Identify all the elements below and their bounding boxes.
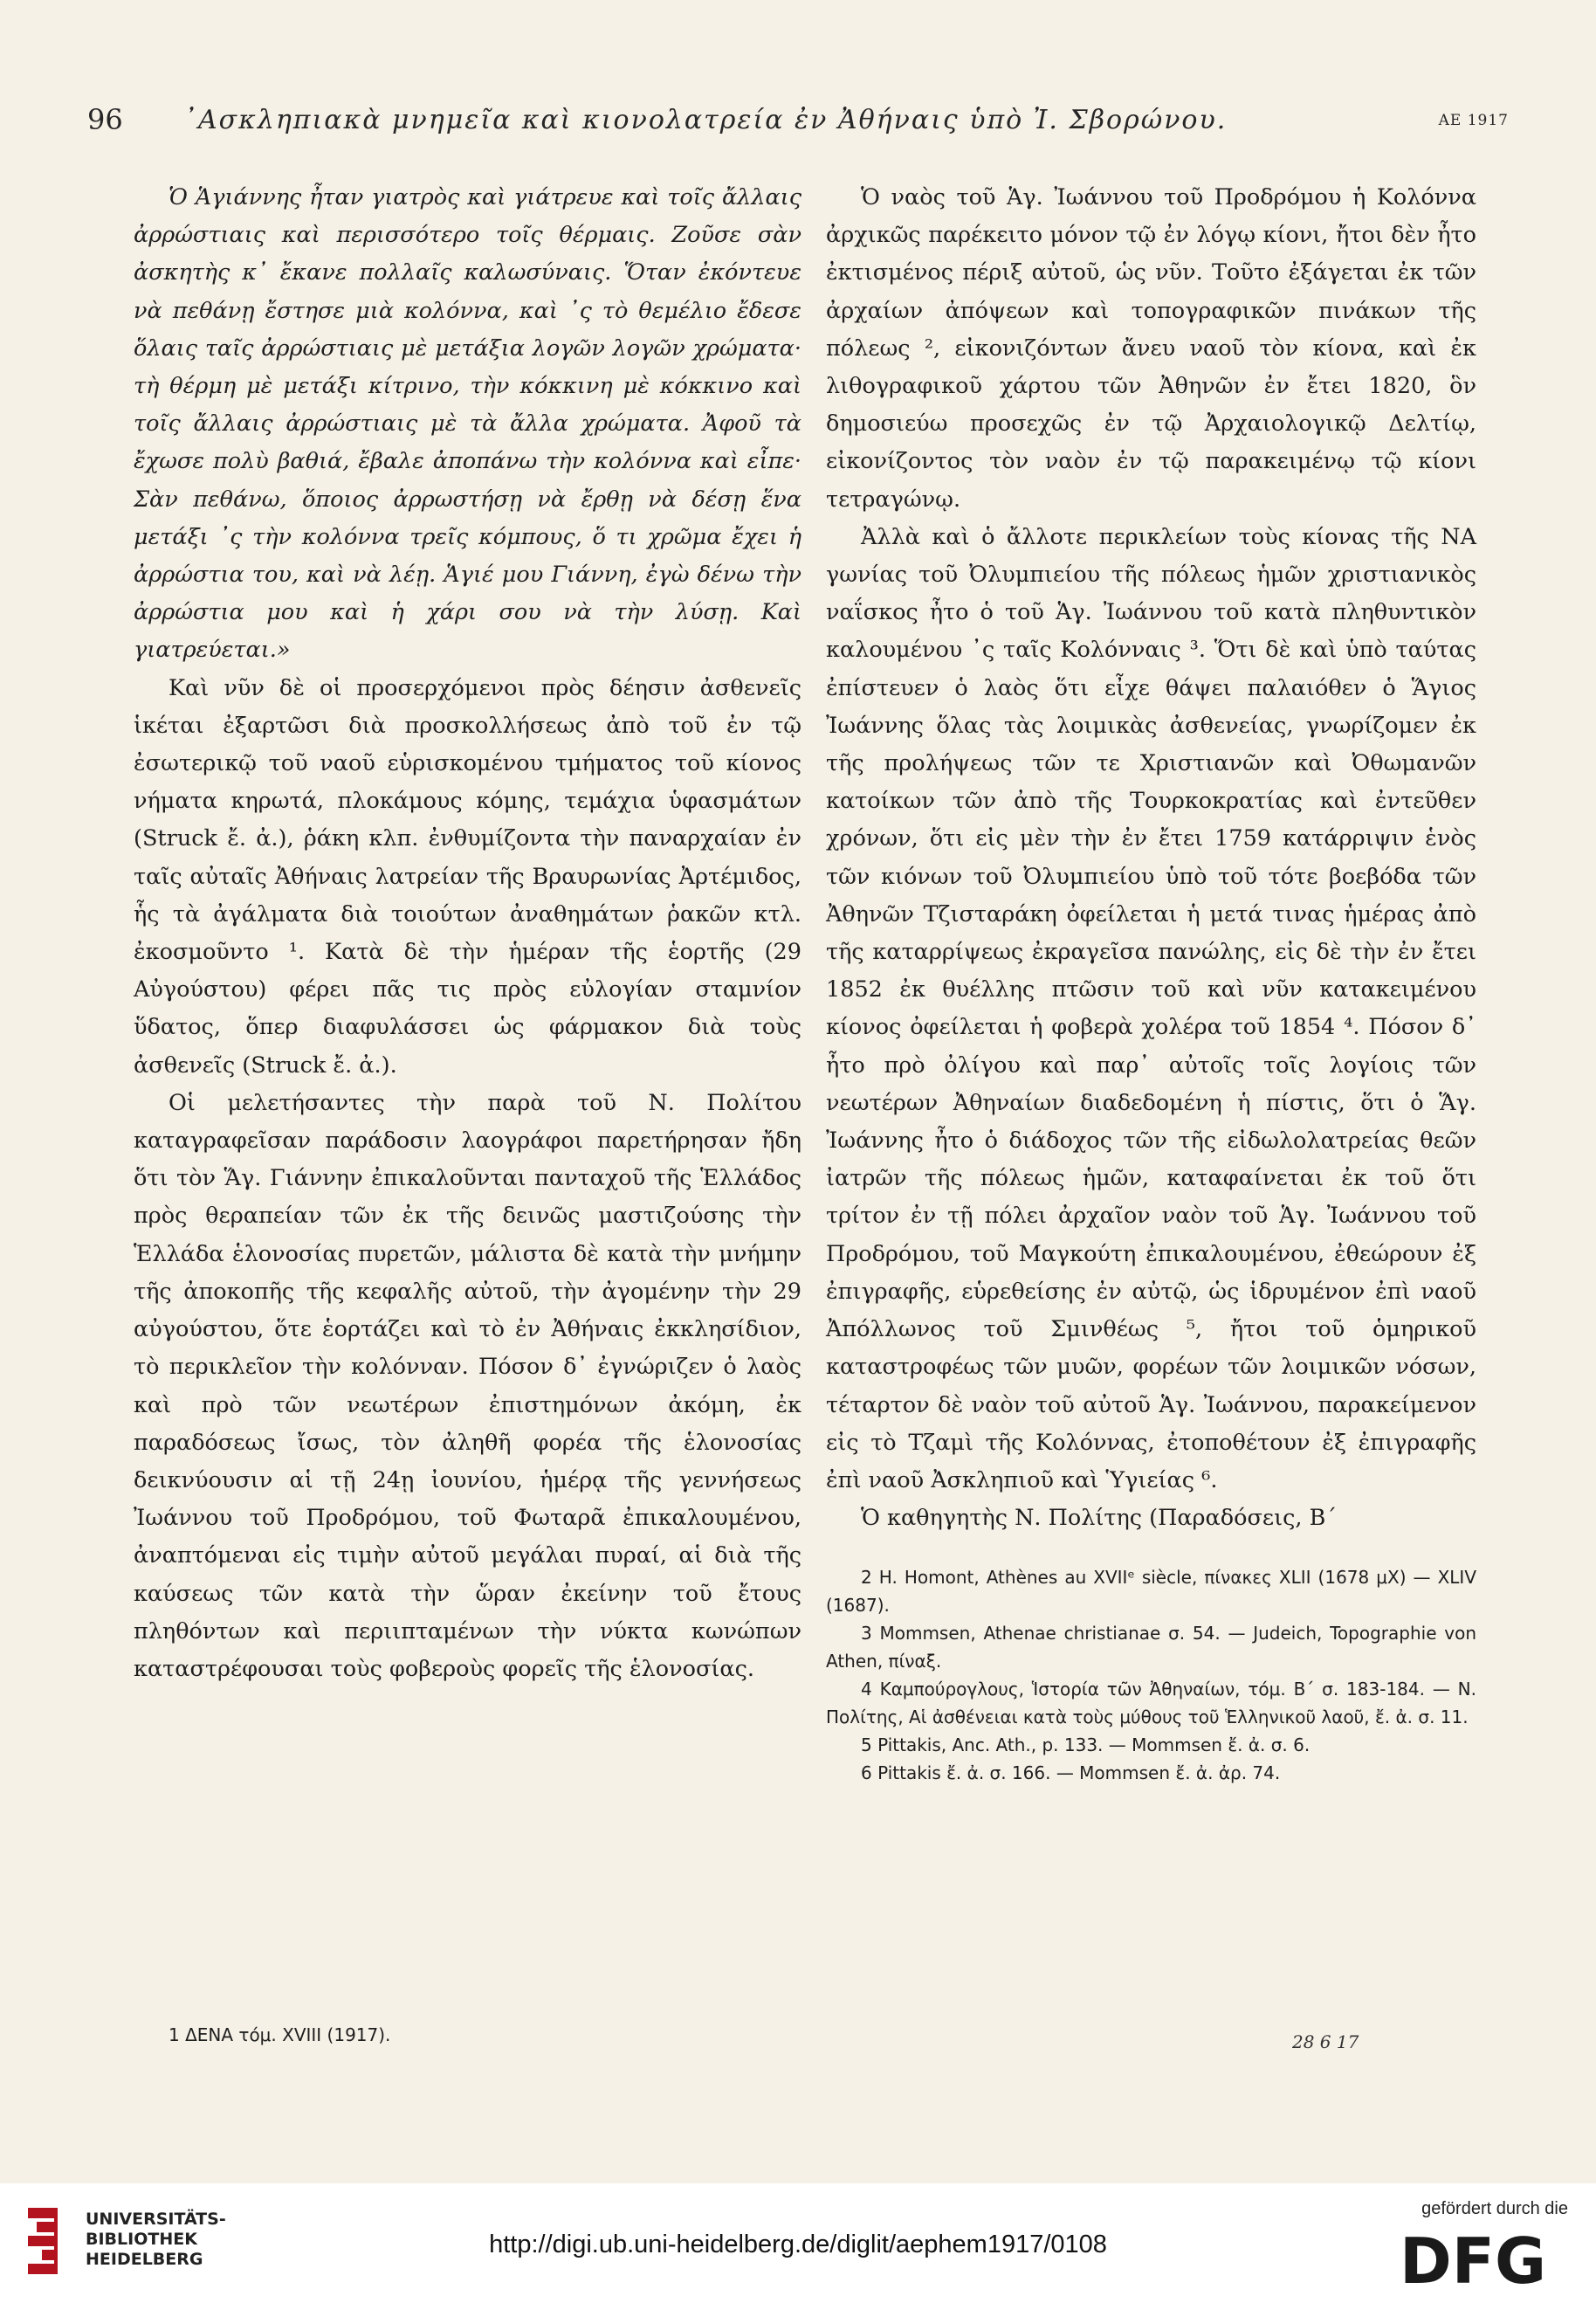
funding-note: gefördert durch die: [1421, 2199, 1568, 2218]
running-title: ᾿Ασκληπιακὰ μνημεῖα καὶ κιονολατρεία ἐν Ἀθήναις ὑπὸ Ἰ. Σβορώνου.: [183, 105, 1228, 135]
left-footnote: 1 ΔΕΝΑ τόμ. XVIII (1917).: [169, 2024, 391, 2045]
dfg-logo-icon[interactable]: [1400, 2229, 1561, 2290]
library-line-2: BIBLIOTHEK: [86, 2230, 197, 2249]
footnote-2: 2 H. Homont, Athènes au XVIIᵉ siècle, πίνακες XLII (1678 μΧ) — XLIV (1687).: [826, 1567, 1476, 1617]
footer-bar: [0, 2183, 1596, 2303]
library-line-1: UNIVERSITÄTS-: [86, 2210, 226, 2229]
left-paragraph-3: Οἱ μελετήσαντες τὴν παρὰ τοῦ Ν. Πολίτου καταγραφεῖσαν παράδοσιν λαογράφοι παρετήρησαν ἤδη ὅτι τὸν Ἅγ. Γιάννην ἐπικαλοῦνται πανταχοῦ τῆς Ἑλλάδος πρὸς θεραπείαν τῶν ἐκ τῆς δεινῶς μαστιζούσης τὴν Ἑλλάδα ἑλονοσίας πυρετῶν, μάλιστα δὲ κατὰ τὴν μνήμην τῆς ἀποκοπῆς τῆς κεφαλῆς αὐτοῦ, τὴν ἀγομένην τὴν 29 αὐγούστου, ὅτε ἑορτάζει καὶ τὸ ἐν Ἀθήναις ἐκκλησίδιον, τὸ περικλεῖον τὴν κολόνναν. Πόσον δ᾿ ἐγνώριζεν ὁ λαὸς καὶ πρὸ τῶν νεωτέρων ἐπιστημόνων ἀκόμη, ἐκ παραδόσεως ἴσως, τὸν ἀληθῆ φορέα τῆς ἑλονοσίας δεικνύουσιν αἱ τῇ 24ῃ ἰουνίου, ἡμέρᾳ τῆς γεννήσεως Ἰωάννου τοῦ Προδρόμου, τοῦ Φωταρᾶ ἐπικαλουμένου, ἀναπτόμεναι εἰς τιμὴν αὐτοῦ μεγάλαι πυραί, αἱ διὰ τῆς καύσεως τῶν κατὰ τὴν ὥραν ἐκείνην τοῦ ἔτους πληθόντων καὶ περιιπταμένων τὴν νύκτα κωνώπων καταστρέφουσαι τοὺς φοβεροὺς φορεῖς τῆς ἑλονοσίας.: [134, 1089, 801, 1682]
date-stamp: 28 6 17: [1292, 2031, 1359, 2052]
right-paragraph-2: Ἀλλὰ καὶ ὁ ἄλλοτε περικλείων τοὺς κίονας τῆς ΝΑ γωνίας τοῦ Ὀλυμπιείου τῆς πόλεως ἡμῶν χριστιανικὸς ναΐσκος ἦτο ὁ τοῦ Ἁγ. Ἰωάννου τοῦ κατὰ πληθυντικὸν καλουμένου ᾿ς ταῖς Κολόνναις ³. Ὅτι δὲ καὶ ὑπὸ ταύτας ἐπίστευεν ὁ λαὸς ὅτι εἶχε θάψει παλαιόθεν ὁ Ἅγιος Ἰωάννης ὅλας τὰς λοιμικὰς ἀσθενείας, γνωρίζομεν ἐκ τῆς προλήψεως τῶν τε Χριστιανῶν καὶ Ὀθωμανῶν κατοίκων τῶν ἀπὸ τῆς Τουρκοκρατίας καὶ ἐντεῦθεν χρόνων, ὅτι εἰς μὲν τὴν ἐν ἔτει 1759 κατάρριψιν ἑνὸς τῶν κιόνων τοῦ Ὀλυμπιείου ὑπὸ τοῦ τότε βοεβόδα τῶν Ἀθηνῶν Τζισταράκη ὀφείλεται ἡ μετά τινας ἡμέρας ἀπὸ τῆς καταρρίψεως ἐκραγεῖσα πανώλης, εἰς δὲ τὴν ἐν ἔτει 1852 ἐκ θυέλλης πτῶσιν τοῦ καὶ νῦν κατακειμένου κίονος ὀφείλεται ἡ φοβερὰ χολέρα τοῦ 1854 ⁴. Πόσον δ᾿ ἦτο πρὸ ὀλίγου καὶ παρ᾿ αὐτοῖς τοῖς λογίοις τῶν νεωτέρων Ἀθηναίων διαδεδομένη ἡ πίστις, ὅτι ὁ Ἅγ. Ἰωάννης ἦτο ὁ διάδοχος τῶν τῆς εἰδωλολατρείας θεῶν ἰατρῶν τῆς πόλεως ἡμῶν, καταφαίνεται ἐκ τοῦ ὅτι τρίτον ἐν τῇ πόλει ἀρχαῖον ναὸν τοῦ Ἁγ. Ἰωάννου τοῦ Προδρόμου, τοῦ Μαγκούτη ἐπικαλουμένου, ἐθεώρουν ἐξ ἐπιγραφῆς, εὑρεθείσης ἐν αὐτῷ, ὡς ἱδρυμένον ἐπὶ ναοῦ Ἀπόλλωνος τοῦ Σμινθέως ⁵, ἤτοι τοῦ ὁμηρικοῦ καταστροφέως τῶν μυῶν, φορέων τῶν λοιμικῶν νόσων, τέταρτον δὲ ναὸν τοῦ αὐτοῦ Ἁγ. Ἰωάννου, παρακείμενον εἰς τὸ Τζαμὶ τῆς Κολόννας, ἐτοποθέτουν ἐξ ἐπιγραφῆς ἐπὶ ναοῦ Ἀσκληπιοῦ καὶ Ὑγιείας ⁶.: [826, 523, 1476, 1493]
left-paragraph-2: Καὶ νῦν δὲ οἱ προσερχόμενοι πρὸς δέησιν ἀσθενεῖς ἱκέται ἐξαρτῶσι διὰ προσκολλήσεως ἀπὸ τοῦ ἐν τῷ ἐσωτερικῷ τοῦ ναοῦ εὑρισκομένου τμήματος τοῦ κίονος νήματα κηρωτά, πλοκάμους κόμης, τεμάχια ὑφασμάτων (Struck ἔ. ἀ.), ῥάκη κλπ. ἐνθυμίζοντα τὴν παναρχαίαν ἐν ταῖς αὐταῖς Ἀθήναις λατρείαν τῆς Βραυρωνίας Ἀρτέμιδος, ἧς τὰ ἀγάλματα διὰ τοιούτων ἀναθημάτων ῥακῶν κτλ. ἐκοσμοῦντο ¹. Κατὰ δὲ τὴν ἡμέραν τῆς ἑορτῆς (29 Αὐγούστου) φέρει πᾶς τις πρὸς εὐλογίαν σταμνίον ὕδατος, ὅπερ διαφυλάσσει ὡς φάρμακον διὰ τοὺς ἀσθενεῖς (Struck ἔ. ἀ.).: [134, 674, 801, 1079]
footnote-6: 6 Pittakis ἔ. ἀ. σ. 166. — Mommsen ἔ. ἀ. ἀρ. 74.: [861, 1762, 1281, 1784]
dfg-logo-text: DFG: [1400, 2229, 1547, 2290]
left-paragraph-1: Ὁ Ἁγιάννης ἦταν γιατρὸς καὶ γιάτρευε καὶ τοῖς ἄλλαις ἀρρώστιαις καὶ περισσότερο τοῖς θέρμαις. Ζοῦσε σὰν ἀσκητὴς κ᾿ ἔκανε πολλαῖς καλωσύναις. Ὅταν ἐκόντευε νὰ πεθάνῃ ἔστησε μιὰ κολόννα, καὶ ᾿ς τὸ θεμέλιο ἔδεσε ὅλαις ταῖς ἀρρώστιαις μὲ μετάξια λογῶν λογῶν χρώματα· τὴ θέρμη μὲ μετάξι κίτρινο, τὴν κόκκινη μὲ κόκκινο καὶ τοῖς ἄλλαις ἀρρώστιαις μὲ τὰ ἄλλα χρώματα. Ἀφοῦ τὰ ἔχωσε πολὺ βαθιά, ἔβαλε ἀποπάνω τὴν κολόννα καὶ εἶπε· Σὰν πεθάνω, ὅποιος ἀρρωστήσῃ νὰ ἔρθῃ νὰ δέσῃ ἕνα μετάξι ᾿ς τὴν κολόννα τρεῖς κόμπους, ὅ τι χρῶμα ἔχει ἡ ἀρρώστια του, καὶ νὰ λέῃ. Ἁγιέ μου Γιάννη, ἐγὼ δένω τὴν ἀρρώστια μου καὶ ἡ χάρι σου νὰ τὴν λύσῃ. Καὶ γιατρεύεται.»: [134, 184, 801, 664]
running-head: [87, 103, 1509, 138]
footnote-3: 3 Mommsen, Athenae christianae σ. 54. — Judeich, Topographie von Athen, πίναξ.: [826, 1623, 1476, 1672]
library-line-3: HEIDELBERG: [86, 2250, 203, 2269]
footnote-5: 5 Pittakis, Anc. Ath., p. 133. — Mommsen ἔ. ἀ. σ. 6.: [861, 1734, 1311, 1756]
right-footnotes: [826, 1563, 1476, 1787]
page-number: 96: [87, 103, 123, 136]
footnote-4: 4 Καμπούρογλους, Ἱστορία τῶν Ἀθηναίων, τόμ. Β´ σ. 183-184. — Ν. Πολίτης, Αἱ ἀσθένειαι κατὰ τοὺς μύθους τοῦ Ἑλληνικοῦ λαοῦ, ἔ. ἀ. σ. 11.: [826, 1679, 1476, 1728]
journal-tag: ΑΕ 1917: [1438, 112, 1509, 129]
right-paragraph-1: Ὁ ναὸς τοῦ Ἁγ. Ἰωάννου τοῦ Προδρόμου ἡ Κολόννα ἀρχικῶς παρέκειτο μόνον τῷ ἐν λόγῳ κίονι, ἤτοι δὲν ἦτο ἐκτισμένος πέριξ αὐτοῦ, ὡς νῦν. Τοῦτο ἐξάγεται ἐκ τῶν ἀρχαίων ἀπόψεων καὶ τοπογραφικῶν πινάκων τῆς πόλεως ², εἰκονιζόντων ἄνευ ναοῦ τὸν κίονα, καὶ ἐκ λιθογραφικοῦ χάρτου τῶν Ἀθηνῶν ἐν ἔτει 1820, ὃν δημοσιεύω προσεχῶς ἐν τῷ Ἀρχαιολογικῷ Δελτίῳ, εἰκονίζοντος τὸν ναὸν ἐν τῷ παρακειμένῳ τῷ κίονι τετραγώνῳ.: [826, 184, 1476, 513]
left-column: [134, 179, 801, 1688]
source-url-link[interactable]: http://digi.ub.uni-heidelberg.de/diglit/aephem1917/0108: [489, 2231, 1107, 2258]
right-column: [826, 179, 1476, 1787]
right-paragraph-3: Ὁ καθηγητὴς Ν. Πολίτης (Παραδόσεις, Β´: [861, 1505, 1338, 1532]
